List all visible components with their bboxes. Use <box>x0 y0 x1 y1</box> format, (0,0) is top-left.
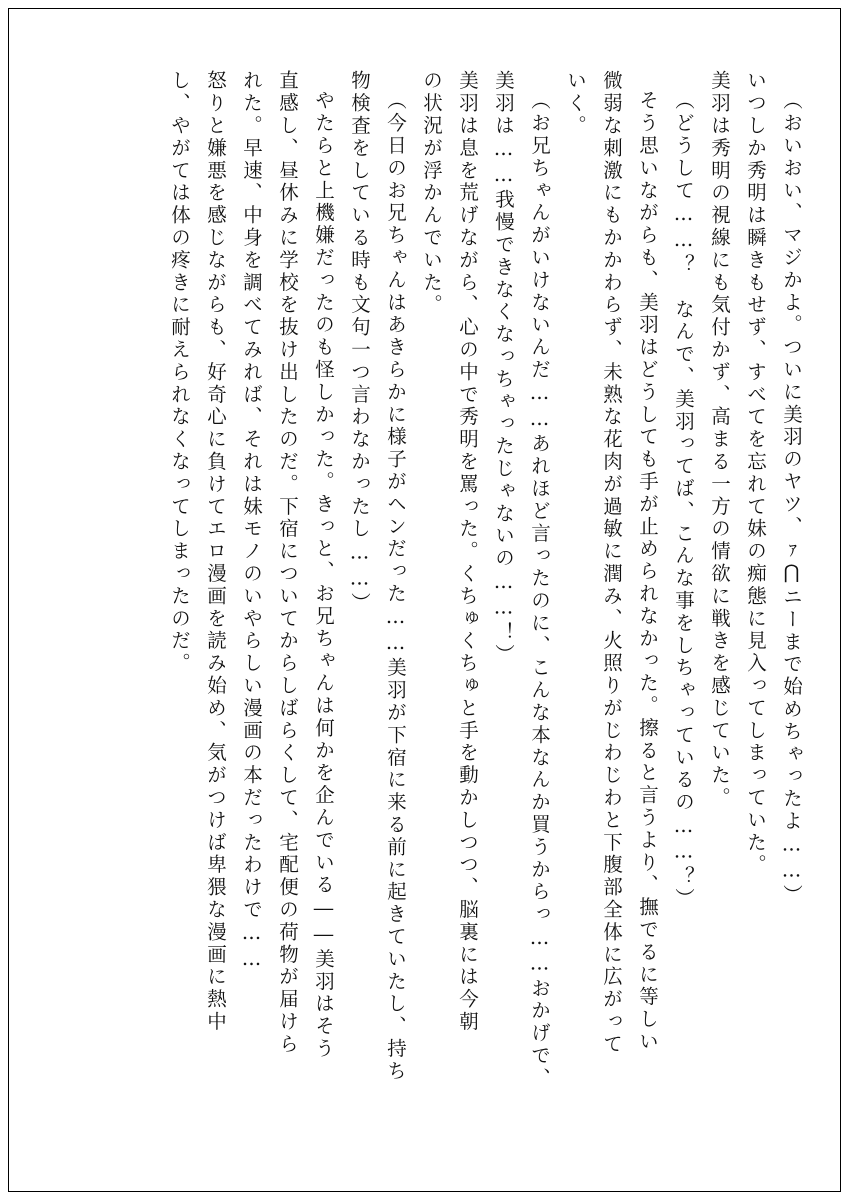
text-column: 物検査をしている時も文句一つ言わなかったし……） <box>348 70 371 615</box>
text-column: いつしか秀明は瞬きもせず、すべてを忘れて妹の痴態に見入ってしまっていた。 <box>744 70 767 877</box>
text-column: いく。 <box>564 70 587 138</box>
text-column: 直感し、昼休みに学校を抜け出したのだ。下宿についてからしばらくして、宅配便の荷物が届けら <box>276 70 299 1056</box>
text-column: そう思いながらも、美羽はどうしても手が止められなかった。擦ると言うより、撫でるに等しい <box>636 90 659 1054</box>
text-column: やたらと上機嫌だったのも怪しかった。きっと、お兄ちゃんは何かを企んでいる――美羽はそう <box>312 90 335 1061</box>
text-column: （おいおい、マジかよ。ついに美羽のヤツ、ｧ⋂ニーまで始めちゃったよ……） <box>780 90 803 907</box>
text-column: 美羽は……我慢できなくなっちゃったじゃないの……！） <box>492 70 515 667</box>
text-column: れた。早速、中身を調べてみれば、それは妹モノのいやらしい漫画の本だったわけで…… <box>240 70 263 973</box>
text-column: 美羽は秀明の視線にも気付かず、高まる一方の情欲に戦きを感じていた。 <box>708 70 731 810</box>
text-column: （お兄ちゃんがいけないんだ……あれほど言ったのに、こんな本なんか買うからっ……おかげで、 <box>528 90 551 1090</box>
text-column: 美羽は息を荒げながら、心の中で秀明を罵った。くちゅくちゅと手を動かしつつ、脳裏には今朝 <box>456 70 479 1034</box>
text-column: の状況が浮かんでいた。 <box>420 70 443 317</box>
text-column: （どうして……？ なんで、美羽ってば、こんな事をしちゃっているの……？） <box>672 90 695 911</box>
text-column: （今日のお兄ちゃんはあきらかに様子がヘンだった……美羽が下宿に来る前に起きていたし、持ち <box>384 90 407 1083</box>
vertical-text-body <box>48 70 801 1140</box>
text-column: 微弱な刺激にもかかわらず、未熟な花肉が過敏に潤み、火照りがじわじわと下腹部全体に広がって <box>600 70 623 1056</box>
text-column: し、やがては体の疼きに耐えられなくなってしまったのだ。 <box>168 70 191 675</box>
text-column: 怒りと嫌悪を感じながらも、好奇心に負けてエロ漫画を読み始め、気がつけば卑猥な漫画に熱中 <box>204 70 227 1034</box>
